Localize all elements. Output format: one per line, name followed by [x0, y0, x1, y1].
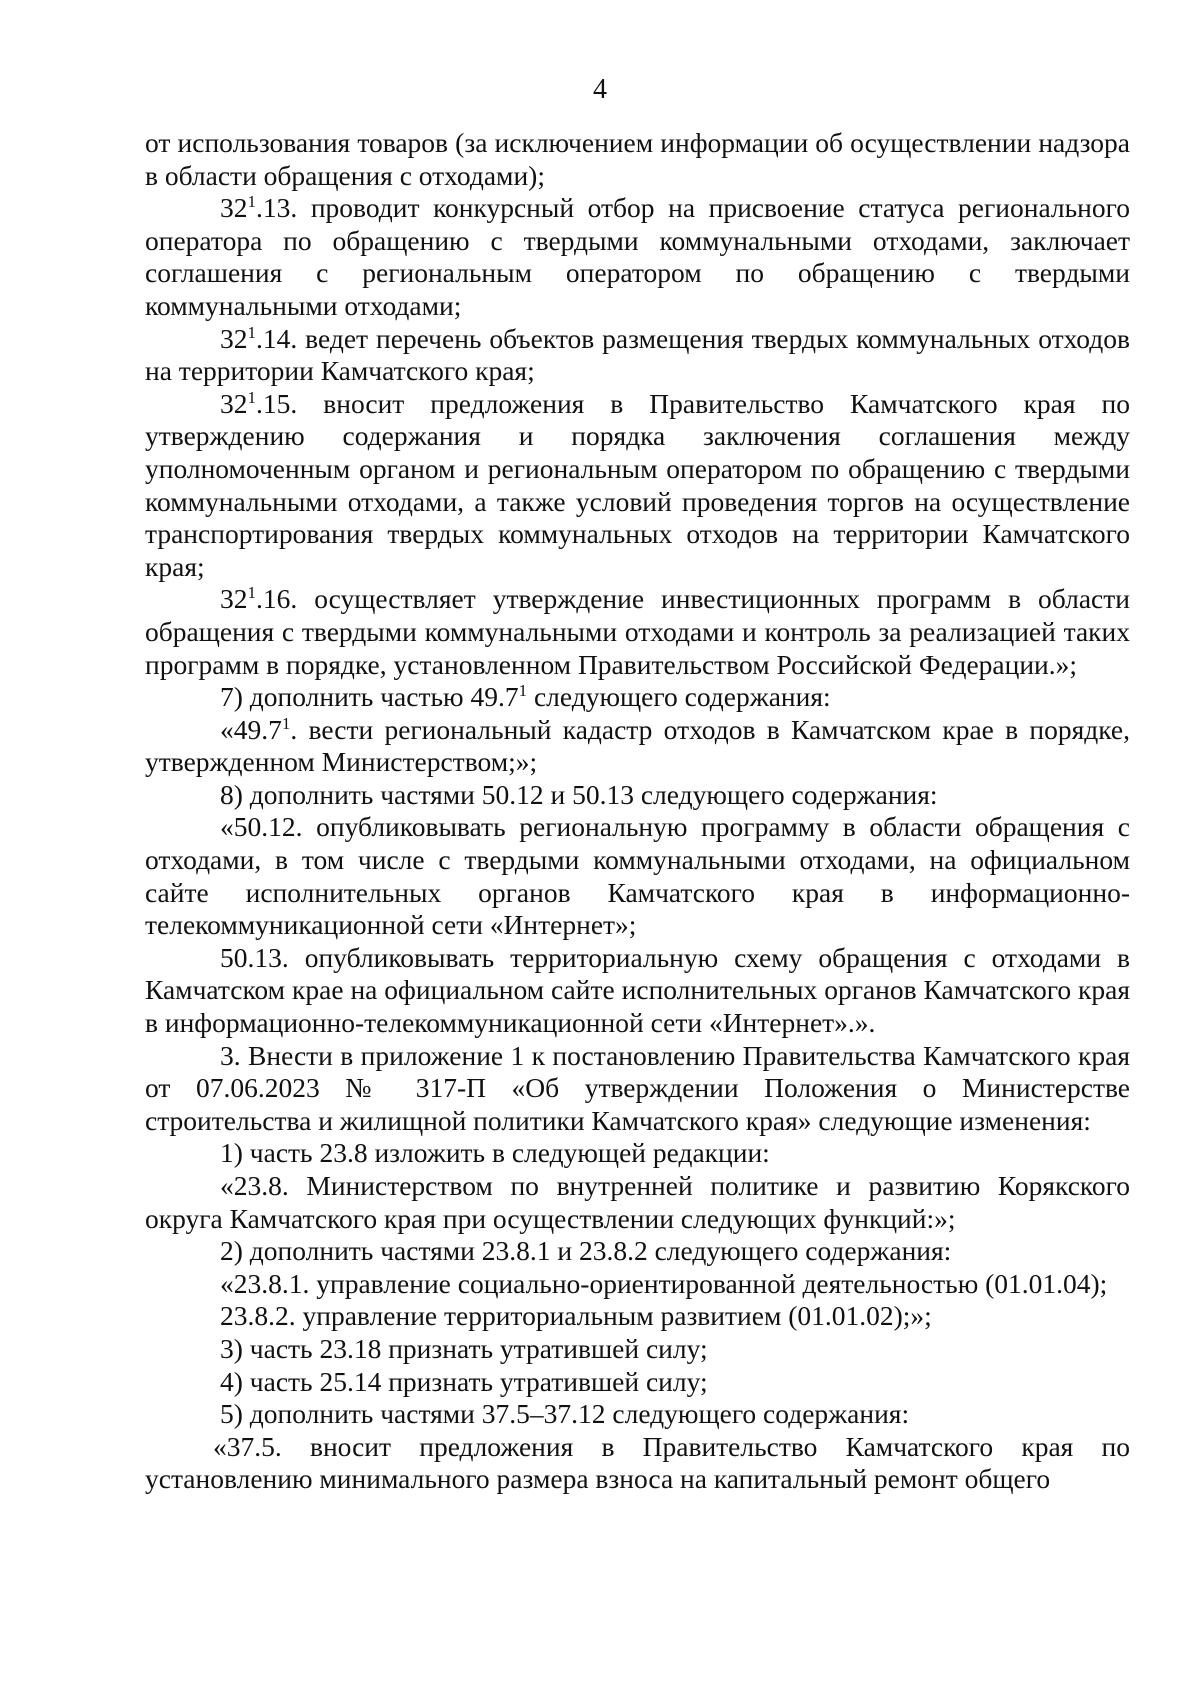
- paragraph: [145, 714, 1130, 779]
- paragraph: [145, 942, 1130, 1040]
- paragraph-text: 3) часть 23.18 признать утратившей силу;: [220, 1332, 708, 1364]
- paragraph-text: .16. осуществляет утверждение инвестиционных программ в области обращения с твердыми коммунальными отходами и контроль за реализацией таких программ в порядке, установленном Правительством Российской Федерации.»;: [145, 583, 1130, 680]
- clause-superscript: 1: [247, 387, 256, 407]
- paragraph-text: . вести региональный кадастр отходов в Камчатском крае в порядке, утвержденном Министерством;»;: [145, 713, 1130, 778]
- paragraph-text: 4) часть 25.14 признать утратившей силу;: [220, 1365, 708, 1397]
- paragraph: [145, 192, 1130, 322]
- clause-number: 32: [220, 387, 248, 419]
- paragraph-text: 50.13. опубликовывать территориальную схему обращения с отходами в Камчатском крае на официальном сайте исполнительных органов Камчатского края в информационно-телекоммуникационной сети «Интернет».».: [145, 941, 1130, 1039]
- paragraph-text: .13. проводит конкурсный отбор на присвоение статуса регионального оператора по обращению с твердыми коммунальными отходами, заключает соглашения с региональным оператором по обращению с твердыми коммунальными отходами;: [145, 192, 1130, 321]
- clause-number: 32: [220, 192, 248, 224]
- clause-superscript: 1: [247, 583, 256, 603]
- paragraph-text: 8) дополнить частями 50.12 и 50.13 следующего содержания:: [220, 778, 938, 810]
- paragraph: [145, 1333, 1130, 1366]
- paragraph: [145, 1268, 1130, 1301]
- paragraph-text: 2) дополнить частями 23.8.1 и 23.8.2 следующего содержания:: [220, 1235, 952, 1267]
- paragraph: [145, 1170, 1130, 1235]
- paragraph-text: «50.12. опубликовывать региональную программу в области обращения с отходами, в том числе с твердыми коммунальными отходами, на официальном сайте исполнительных органов Камчатского края в информационно-телекоммуникационной сети «Интернет»;: [145, 811, 1130, 941]
- paragraph-text: 23.8.2. управление территориальным развитием (01.01.02);»;: [220, 1300, 932, 1332]
- paragraph: [145, 1300, 1130, 1333]
- paragraph: [145, 323, 1130, 388]
- paragraph-text: следующего содержания:: [527, 681, 831, 713]
- clause-superscript: 1: [281, 713, 291, 733]
- paragraph: [145, 583, 1130, 681]
- document-body: [145, 127, 1130, 1496]
- paragraph-text: .14. ведет перечень объектов размещения твердых коммунальных отходов на территории Камчатского края;: [145, 322, 1130, 387]
- paragraph-text: 3. Внести в приложение 1 к постановлению Правительства Камчатского края от 07.06.2023 № 317-П «Об утверждении Положения о Министерстве строительства и жилищной политики Камчатского края» следующие изменения:: [145, 1039, 1130, 1136]
- paragraph-text: .15. вносит предложения в Правительство Камчатского края по утверждению содержания и порядка заключения соглашения между уполномоченным органом и региональным оператором по обращению с твердыми коммунальными отходами, а также условий проведения торгов на осуществление транспортирования твердых коммунальных отходов на территории Камчатского края;: [145, 387, 1130, 582]
- paragraph-text: 1) часть 23.8 изложить в следующей редакции:: [220, 1137, 770, 1169]
- paragraph-text: «23.8.1. управление социально-ориентированной деятельностью (01.01.04);: [220, 1267, 1108, 1299]
- paragraph: [145, 1040, 1130, 1138]
- clause-superscript: 1: [518, 681, 528, 701]
- page-number: 4: [593, 74, 607, 105]
- paragraph: [145, 1366, 1130, 1399]
- paragraph: [145, 1235, 1130, 1268]
- paragraph: [145, 388, 1130, 584]
- paragraph: [145, 1398, 1130, 1431]
- clause-number: 32: [220, 322, 248, 354]
- paragraph-text: от использования товаров (за исключением информации об осуществлении надзора в области обращения с отходами);: [145, 127, 1130, 191]
- paragraph: [145, 779, 1130, 812]
- clause-superscript: 1: [247, 322, 256, 342]
- paragraph-text: «37.5. вносит предложения в Правительство Камчатского края по установлению минимального размера взноса на капитальный ремонт общего: [145, 1430, 1130, 1495]
- clause-number: 32: [220, 583, 248, 615]
- paragraph: [145, 811, 1130, 941]
- paragraph-text: «23.8. Министерством по внутренней политике и развитию Корякского округа Камчатского края при осуществлении следующих функций:»;: [145, 1170, 1130, 1234]
- paragraph-text: «49.7: [220, 713, 282, 745]
- paragraph: [145, 1431, 1130, 1496]
- paragraph-text: 7) дополнить частью 49.7: [220, 681, 519, 713]
- paragraph-text: 5) дополнить частями 37.5–37.12 следующего содержания:: [220, 1398, 910, 1430]
- paragraph: [145, 127, 1130, 192]
- clause-superscript: 1: [247, 192, 256, 212]
- paragraph: [145, 1137, 1130, 1170]
- paragraph: [145, 681, 1130, 714]
